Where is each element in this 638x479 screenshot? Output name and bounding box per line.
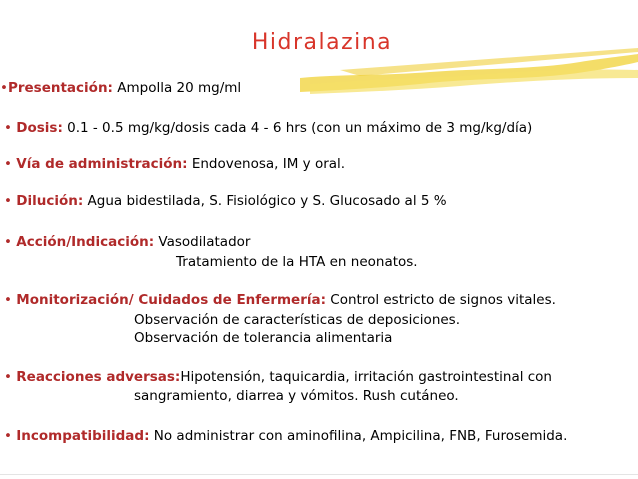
item-label: Vía de administración: bbox=[16, 156, 188, 172]
item-continuation: Observación de características de deposiciones. bbox=[134, 312, 461, 328]
item-text: Vasodilatador bbox=[154, 234, 251, 250]
item-text: No administrar con aminofilina, Ampicilina, FNB, Furosemida. bbox=[149, 428, 568, 444]
item-via-administracion bbox=[4, 156, 345, 172]
item-label: Monitorización/ Cuidados de Enfermería: bbox=[16, 292, 326, 308]
item-monitorizacion bbox=[4, 292, 556, 308]
item-text: Control estricto de signos vitales. bbox=[326, 292, 556, 308]
bullet-icon: • bbox=[4, 156, 12, 172]
item-text: 0.1 - 0.5 mg/kg/dosis cada 4 - 6 hrs (con un máximo de 3 mg/kg/día) bbox=[62, 120, 533, 136]
item-incompatibilidad bbox=[4, 428, 567, 444]
item-label: Dosis: bbox=[16, 120, 63, 136]
item-reacciones-adversas bbox=[4, 369, 552, 385]
bullet-icon: • bbox=[4, 234, 12, 250]
item-text: Endovenosa, IM y oral. bbox=[187, 156, 346, 172]
item-label: Presentación: bbox=[7, 80, 113, 96]
item-label: Reacciones adversas: bbox=[16, 369, 181, 385]
item-dilucion bbox=[4, 193, 447, 209]
highlighter-stroke bbox=[300, 48, 638, 98]
item-label: Acción/Indicación: bbox=[16, 234, 155, 250]
footer-divider bbox=[0, 474, 638, 475]
item-continuation: Observación de tolerancia alimentaria bbox=[134, 330, 393, 346]
item-continuation: sangramiento, diarrea y vómitos. Rush cutáneo. bbox=[134, 388, 459, 404]
item-dosis bbox=[4, 120, 532, 136]
slide-title: Hidralazina bbox=[251, 30, 393, 55]
item-accion-indicacion bbox=[4, 234, 250, 250]
item-text: Ampolla 20 mg/ml bbox=[112, 80, 242, 96]
item-text: Agua bidestilada, S. Fisiológico y S. Glucosado al 5 % bbox=[83, 193, 447, 209]
item-presentacion bbox=[0, 80, 241, 96]
bullet-icon: • bbox=[4, 193, 12, 209]
bullet-icon: • bbox=[4, 428, 12, 444]
item-label: Incompatibilidad: bbox=[16, 428, 150, 444]
bullet-icon: • bbox=[0, 80, 8, 96]
item-continuation: Tratamiento de la HTA en neonatos. bbox=[176, 254, 418, 270]
bullet-icon: • bbox=[4, 369, 12, 385]
item-label: Dilución: bbox=[16, 193, 84, 209]
bullet-icon: • bbox=[4, 292, 12, 308]
item-text: Hipotensión, taquicardia, irritación gastrointestinal con bbox=[180, 369, 552, 385]
bullet-icon: • bbox=[4, 120, 12, 136]
